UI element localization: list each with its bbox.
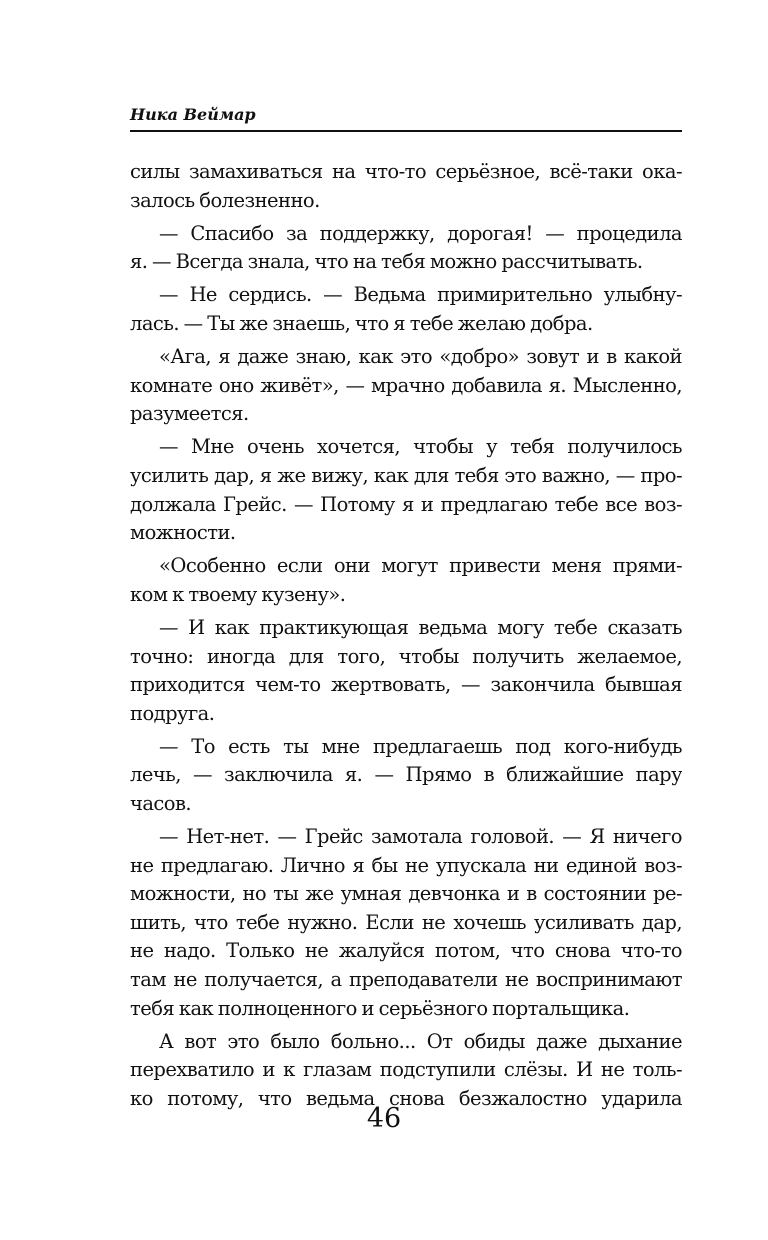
- text-line: там не получается, а преподаватели не воспринимают: [130, 968, 682, 992]
- page-number: 46: [366, 1103, 402, 1134]
- text-line: А вот это было больно... От обиды даже дыхание: [159, 1029, 682, 1053]
- text-line: не предлагаю. Лично я бы не упускала ни единой воз-: [130, 853, 682, 877]
- text-line: — И как практикующая ведьма могу тебе сказать: [159, 615, 682, 639]
- text-line: должала Грейс. — Потому я и предлагаю тебе все воз-: [130, 492, 682, 516]
- text-line: подруга.: [130, 701, 215, 725]
- text-line: «Ага, я даже знаю, как это «добро» зовут и в какой: [159, 345, 682, 369]
- text-line: — Нет-нет. — Грейс замотала головой. — Я ничего: [159, 825, 682, 849]
- text-line: точно: иногда для того, чтобы получить желаемое,: [130, 644, 682, 668]
- text-line: «Особенно если они могут привести меня прями-: [159, 554, 682, 578]
- text-line: тебя как полноценного и серьёзного портальщика.: [130, 996, 630, 1020]
- text-line: лечь, — заключила я. — Прямо в ближайшие пару: [130, 763, 682, 787]
- text-line: разумеется.: [130, 402, 249, 426]
- text-line: — Мне очень хочется, чтобы у тебя получилось: [159, 435, 682, 459]
- header-rule: [130, 130, 682, 132]
- text-line: ком к твоему кузену».: [130, 582, 346, 606]
- text-line: лась. — Ты же знаешь, что я тебе желаю добра.: [130, 311, 593, 335]
- running-header: [130, 104, 682, 126]
- text-line: залось болезненно.: [130, 188, 320, 212]
- body-text: [130, 158, 682, 1114]
- text-line: не надо. Только не жалуйся потом, что снова что-то: [130, 939, 682, 963]
- text-line: приходится чем-то жертвовать, — закончила бывшая: [130, 673, 682, 697]
- text-line: перехватило и к глазам подступили слёзы. И не толь-: [130, 1058, 682, 1082]
- text-line: можности, но ты же умная девчонка и в состоянии ре-: [130, 882, 682, 906]
- text-line: силы замахиваться на что-то серьёзное, всё-таки ока-: [130, 160, 682, 183]
- text-line: — То есть ты мне предлагаешь под кого-нибудь: [159, 734, 682, 758]
- running-header-author: Ника Веймар: [130, 105, 256, 124]
- text-line: часов.: [130, 791, 192, 815]
- text-line: комнате оно живёт», — мрачно добавила я. Мысленно,: [130, 373, 682, 397]
- text-line: усилить дар, я же вижу, как для тебя это важно, — про-: [130, 463, 682, 487]
- text-line: — Спасибо за поддержку, дорогая! — процедила: [159, 221, 682, 245]
- text-line: я. — Всегда знала, что на тебя можно рассчитывать.: [130, 250, 643, 274]
- text-line: ко потому, что ведьма снова безжалостно ударила: [130, 1086, 682, 1110]
- text-line: — Не сердись. — Ведьма примирительно улыбну-: [159, 283, 682, 307]
- text-line: можности.: [130, 521, 236, 545]
- text-line: шить, что тебе нужно. Если не хочешь усиливать дар,: [130, 910, 682, 934]
